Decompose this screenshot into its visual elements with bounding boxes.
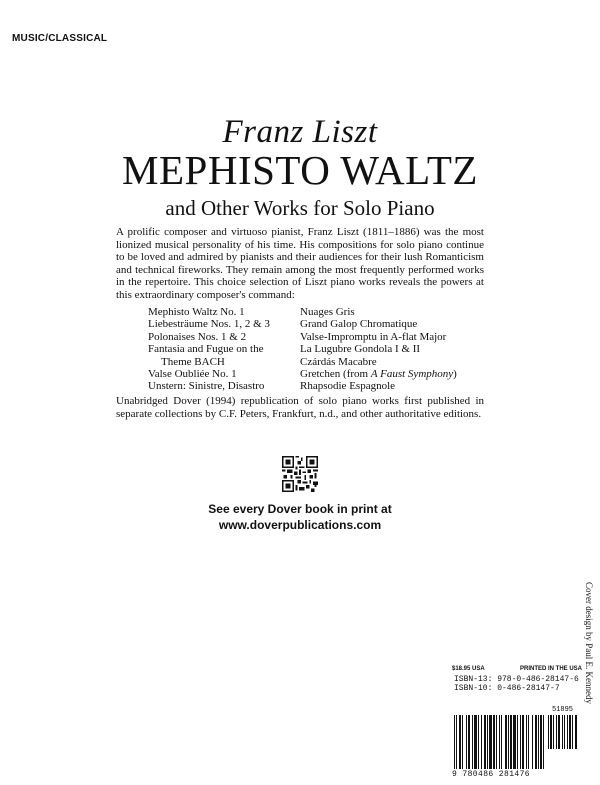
book-subtitle: and Other Works for Solo Piano: [165, 196, 435, 220]
printed-in-label: PRINTED IN THE USA: [519, 666, 582, 672]
barcode-bar: [543, 715, 544, 769]
barcode-bar: [569, 715, 571, 749]
price-code: 51895: [552, 706, 574, 714]
barcode-bar: [478, 715, 479, 769]
barcode-bar: [459, 715, 461, 769]
work-item: Czárdás Macabre: [300, 355, 377, 368]
barcode-bar: [501, 715, 502, 769]
barcode-bar: [575, 715, 577, 749]
barcode-bar: [513, 715, 516, 769]
barcode-bar: [538, 715, 539, 769]
author-name: Franz Liszt: [222, 114, 378, 150]
works-list-left: [148, 306, 300, 393]
work-item: Rhapsodie Espagnole: [300, 380, 396, 393]
work-item: Polonaises Nos. 1 & 2: [148, 330, 247, 343]
barcode-bar: [462, 715, 463, 769]
barcode-bar: [550, 715, 552, 749]
barcode: [454, 715, 546, 769]
barcode-bar: [468, 715, 470, 769]
barcode-bar: [493, 715, 495, 769]
barcode-bar: [508, 715, 509, 769]
work-item: Liebesträume Nos. 1, 2 & 3: [148, 318, 270, 331]
work-item: La Lugubre Gondola I & II: [300, 343, 421, 356]
work-item: Valse-Impromptu in A-flat Major: [300, 330, 447, 343]
work-item: Valse Oubliée No. 1: [148, 368, 237, 381]
work-item: Theme BACH: [161, 355, 225, 368]
edition-note: Unabridged Dover (1994) republication of solo piano works first published in separate collections by C.F. Peters, Frankfurt, n.d., and other authoritative editions.: [116, 395, 484, 420]
work-item-tail: ): [453, 368, 457, 381]
work-item: Unstern: Sinistre, Disastro: [148, 380, 265, 393]
work-item: Nuages Gris: [300, 306, 355, 318]
work-item: Mephisto Waltz No. 1: [148, 306, 245, 318]
work-item-italic: A Faust Symphony: [370, 368, 454, 381]
description-paragraph: A prolific composer and virtuoso pianist, Franz Liszt (1811–1886) was the most lionized musical personality of his time. His compositions for solo piano continue to be loved and admired by pianists and their audiences for their lush Romanticism and technical fireworks. They remain among the most frequently performed works in the repertoire. This choice selection of Liszt piano works reveals the powers at this extraordinary composer's command:: [116, 226, 484, 301]
barcode-bar: [528, 715, 529, 769]
barcode-bar: [562, 715, 563, 749]
barcode-bar: [540, 715, 542, 769]
isbn-13: ISBN-13: 978-0-486-28147-6: [454, 675, 579, 684]
barcode-bar: [499, 715, 500, 769]
work-item: [300, 368, 457, 380]
work-item: Grand Galop Chromatique: [300, 318, 418, 331]
barcode-bar: [481, 715, 482, 769]
barcode-bar: [558, 715, 560, 749]
barcode-bar: [532, 715, 533, 769]
barcode-bar: [466, 715, 467, 769]
work-item: Fantasia and Fugue on the: [148, 343, 264, 356]
works-list: [148, 306, 488, 393]
book-title: MEPHISTO WALTZ: [122, 147, 478, 193]
barcode-bar: [489, 715, 492, 769]
barcode-bar: [517, 715, 518, 769]
works-list-right: [300, 306, 457, 393]
price-row: [452, 666, 582, 672]
price-barcode: [548, 715, 582, 749]
dover-website-link[interactable]: www.doverpublications.com: [218, 518, 382, 532]
barcode-bar: [484, 715, 486, 769]
barcode-bar: [526, 715, 527, 769]
barcode-bar: [472, 715, 473, 769]
barcode-bar: [496, 715, 497, 769]
barcode-bar: [567, 715, 568, 749]
barcode-bar: [535, 715, 537, 769]
barcode-bar: [548, 715, 549, 749]
barcode-bar: [510, 715, 512, 769]
barcode-bar: [556, 715, 557, 749]
barcode-bar: [487, 715, 488, 769]
barcode-bar: [456, 715, 457, 769]
barcode-bar: [553, 715, 554, 749]
cover-design-credit: Cover design by Paul E. Kennedy: [584, 582, 594, 704]
price-label: $18.95 USA: [452, 666, 485, 672]
isbn-10: ISBN-10: 0-486-28147-7: [454, 684, 560, 693]
work-item-text: Gretchen (from: [300, 368, 371, 381]
barcode-bar: [564, 715, 565, 749]
category-label: MUSIC/CLASSICAL: [12, 33, 108, 44]
barcode-bar: [505, 715, 507, 769]
barcode-number: 9 780486 281476: [452, 770, 531, 779]
dover-promo-text: See every Dover book in print at: [208, 502, 392, 516]
isbn-barcode-block: [452, 675, 584, 779]
barcode-bar: [572, 715, 573, 749]
barcode-bar: [522, 715, 524, 769]
barcode-bar: [454, 715, 455, 769]
barcode-bar: [520, 715, 521, 769]
barcode-bar: [474, 715, 477, 769]
qr-code[interactable]: [282, 456, 318, 492]
